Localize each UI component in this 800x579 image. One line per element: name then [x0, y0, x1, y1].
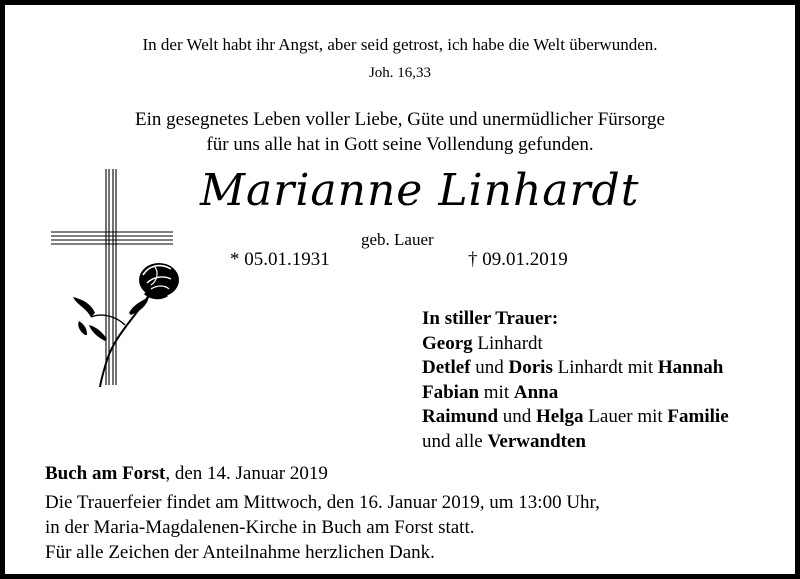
mourner-line [422, 381, 729, 406]
mourner-line [422, 332, 729, 357]
mourner-text: Linhardt [472, 332, 543, 354]
mourner-name: Detlef [422, 357, 471, 378]
notice-line: Für alle Zeichen der Anteilnahme herzlichen Dank. [45, 542, 435, 563]
mourners-heading: In stiller Trauer: [422, 308, 559, 329]
place-name: Buch am Forst [45, 463, 166, 484]
mourner-name: Verwandten [487, 430, 586, 452]
date-text: , den 14. Januar 2019 [165, 463, 328, 484]
bible-verse: In der Welt habt ihr Angst, aber seid getrost, ich habe die Welt überwunden. [142, 35, 658, 54]
maiden-name: geb. Lauer [361, 230, 434, 249]
place-date-line [45, 463, 328, 485]
deceased-name: Marianne Linhardt [200, 165, 640, 216]
mourner-text: und [498, 406, 537, 427]
mourner-name: Hannah [657, 357, 724, 378]
notice-line: Die Trauerfeier findet am Mittwoch, den 16. Januar 2019, um 13:00 Uhr, [45, 492, 600, 513]
mourner-name: Doris [508, 357, 553, 378]
death-date: † 09.01.2019 [468, 249, 568, 270]
birth-date: * 05.01.1931 [230, 249, 330, 270]
mourner-text: Lauer mit [583, 406, 668, 427]
mourner-text: und alle [422, 430, 488, 452]
tribute-line: für uns alle hat in Gott seine Vollendung gefunden. [206, 134, 594, 155]
mourner-name: Fabian [422, 381, 480, 403]
funeral-notice [45, 490, 600, 565]
mourner-name: Helga [536, 406, 584, 427]
cross-with-rose-icon [45, 165, 195, 395]
mourner-line [422, 356, 729, 381]
bible-verse-reference: Joh. 16,33 [368, 65, 432, 81]
mourner-line [422, 430, 729, 455]
mourner-name: Georg [422, 332, 473, 354]
mourner-name: Raimund [422, 406, 499, 427]
mourner-text: und [470, 357, 509, 378]
tribute-line: Ein gesegnetes Leben voller Liebe, Güte und unermüdlicher Fürsorge [135, 109, 665, 130]
mourner-text: Linhardt mit [552, 357, 658, 378]
mourner-name: Familie [667, 406, 729, 427]
mourner-text: mit [479, 381, 514, 403]
tribute-text [5, 107, 795, 157]
notice-line: in der Maria-Magdalenen-Kirche in Buch am Forst statt. [45, 517, 475, 538]
mourner-line [422, 405, 729, 430]
mourner-name: Anna [513, 381, 559, 403]
mourners-block [422, 307, 729, 454]
